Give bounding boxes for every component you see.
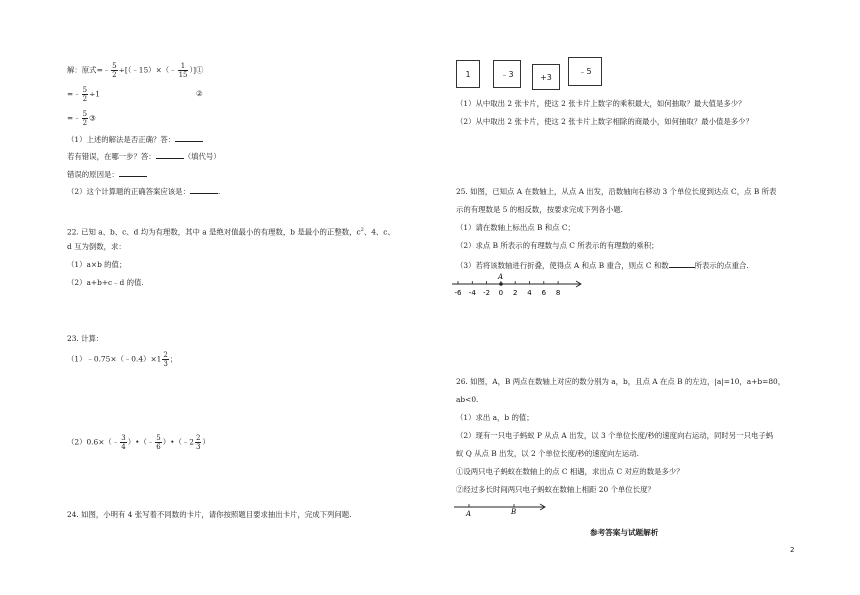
answers-heading: 参考答案与试题解析 — [590, 528, 659, 537]
answer-blank[interactable] — [175, 134, 203, 142]
number-card: 1 — [456, 60, 480, 88]
q24-sub2: （2）从中取出 2 张卡片，使这 2 张卡片上数字相除的商最小，如何抽取？最小值是多少？ — [456, 117, 753, 126]
axis-tick-label: 4 — [527, 289, 532, 297]
q22-line1: 22. 已知 a、b、c、d 均为有理数，其中 a 是绝对值最小的有理数，b 是最小的正整数，$c^2$、4、c、 — [67, 227, 395, 237]
axis-tick-label: 8 — [555, 289, 561, 297]
q23-title: 23. 计算： — [67, 334, 104, 343]
fraction: $\frac{5}{6}$ — [156, 434, 161, 451]
q25-number-line — [448, 272, 588, 300]
q26-sub2b: 蚁 Q 从点 B 出发，以 2 个单位长度/秒的速度向左运动. — [456, 449, 639, 458]
q26-sub2d: ②经过多长时间两只电子蚂蚁在数轴上相距 20 个单位长度？ — [456, 485, 655, 494]
answer-blank[interactable] — [156, 151, 184, 159]
fraction: $\frac{5}{2}$ — [112, 62, 117, 79]
q21-sub2: （2）这个计算题的正确答案应该是： . — [67, 187, 221, 196]
page-number: 2 — [790, 546, 795, 554]
q26-sub1: （1）求出 a，b 的值； — [456, 413, 534, 422]
axis-tick-label: 2 — [512, 289, 518, 297]
fraction: $\frac{2}{3}$ — [163, 351, 168, 368]
axis-ticks — [455, 281, 561, 297]
q24-sub1: （1）从中取出 2 张卡片，使这 2 张卡片上数字的乘积最大，如何抽取？最大值是多少？ — [456, 99, 746, 108]
q25-sub3: （3）若将该数轴进行折叠，使得点 A 和点 B 重合，则点 C 和数 所表示的点重合. — [456, 261, 749, 270]
fraction: $\frac{1}{15}$ — [178, 62, 188, 79]
q21-step-mark: ② — [196, 89, 203, 98]
q22-sub2: （2）a+b+c﹣d 的值. — [67, 278, 144, 287]
q26-line1: 26. 如图，A，B 两点在数轴上对应的数分别为 a，b，且点 A 在点 B 的左边，|a|=10，a+b=80， — [456, 377, 786, 386]
axis-tick-label: 6 — [541, 289, 547, 297]
q26-sub2a: （2）现有一只电子蚂蚁 P 从点 A 出发，以 3 个单位长度/秒的速度向右运动，同时另一只电子蚂 — [456, 431, 774, 440]
q21-line3: =﹣ $\frac{5}{2}$ ③ — [67, 110, 96, 127]
q23-sub1: （1）﹣0.75×（﹣0.4）×1 $\frac{2}{3}$ ； — [67, 351, 178, 368]
axis-tick-label: -4 — [468, 289, 476, 297]
q21-line1: 解：原式=﹣ $\frac{5}{2}$ ÷[（﹣15）×（﹣ $\frac{1}{15}$ ）]① — [67, 62, 204, 79]
answer-blank[interactable] — [119, 169, 147, 177]
number-card: +3 — [532, 64, 560, 90]
fraction: $\frac{5}{2}$ — [82, 86, 88, 103]
answer-blank[interactable] — [669, 260, 695, 268]
q25-sub1: （1）请在数轴上标出点 B 和点 C； — [456, 223, 575, 232]
q25-line2: 示的有理数是 5 的相反数，按要求完成下列各小题. — [456, 205, 623, 214]
number-card: ﹣5 — [568, 57, 602, 86]
point-b-label: B — [511, 508, 517, 516]
point-a — [499, 282, 503, 286]
q21-sub1: （1）上述的解法是否正确？答： — [67, 134, 203, 145]
fraction: $\frac{3}{4}$ — [121, 434, 126, 451]
q22-sub1: （1）a×b 的值； — [67, 260, 127, 269]
q22-line2: d 互为倒数，求： — [67, 242, 126, 251]
fraction: $\frac{5}{2}$ — [82, 110, 88, 127]
fraction: $\frac{2}{3}$ — [195, 434, 201, 451]
answer-blank[interactable] — [190, 186, 218, 194]
q25-line1: 25. 如图，已知点 A 在数轴上，从点 A 出发，沿数轴向右移动 3 个单位长度到达点 C，点 B 所表 — [456, 187, 777, 196]
axis-tick-label: -6 — [454, 289, 462, 297]
number-card: ﹣3 — [493, 60, 521, 88]
q23-sub2: （2）0.6×（﹣ $\frac{3}{4}$ ）•（﹣ $\frac{5}{6}$ ）•（﹣2 $\frac{2}{3}$ ） — [67, 434, 210, 451]
q26-line2: ab<0. — [456, 395, 479, 404]
point-a-label: A — [466, 510, 472, 518]
q26-number-line — [450, 500, 550, 520]
q25-sub2: （2）求点 B 所表示的有理数与点 C 所表示的有理数的乘积； — [456, 241, 659, 250]
axis-tick-label: 0 — [498, 289, 504, 297]
q21-sub1c: 错误的原因是： — [67, 169, 147, 180]
q21-sub1b: 若有错误，在哪一步？答： （填代号） — [67, 152, 221, 161]
point-a-label: A — [498, 273, 504, 281]
q24-text: 24. 如图，小明有 4 张写着不同数的卡片，请你按照题目要求抽出卡片，完成下列问题. — [67, 510, 352, 519]
q26-sub2c: ①设两只电子蚂蚁在数轴上的点 C 相遇，求出点 C 对应的数是多少？ — [456, 467, 684, 476]
axis-tick-label: -2 — [483, 289, 491, 297]
q21-line2: =﹣ $\frac{5}{2}$ ÷1 — [67, 86, 100, 103]
